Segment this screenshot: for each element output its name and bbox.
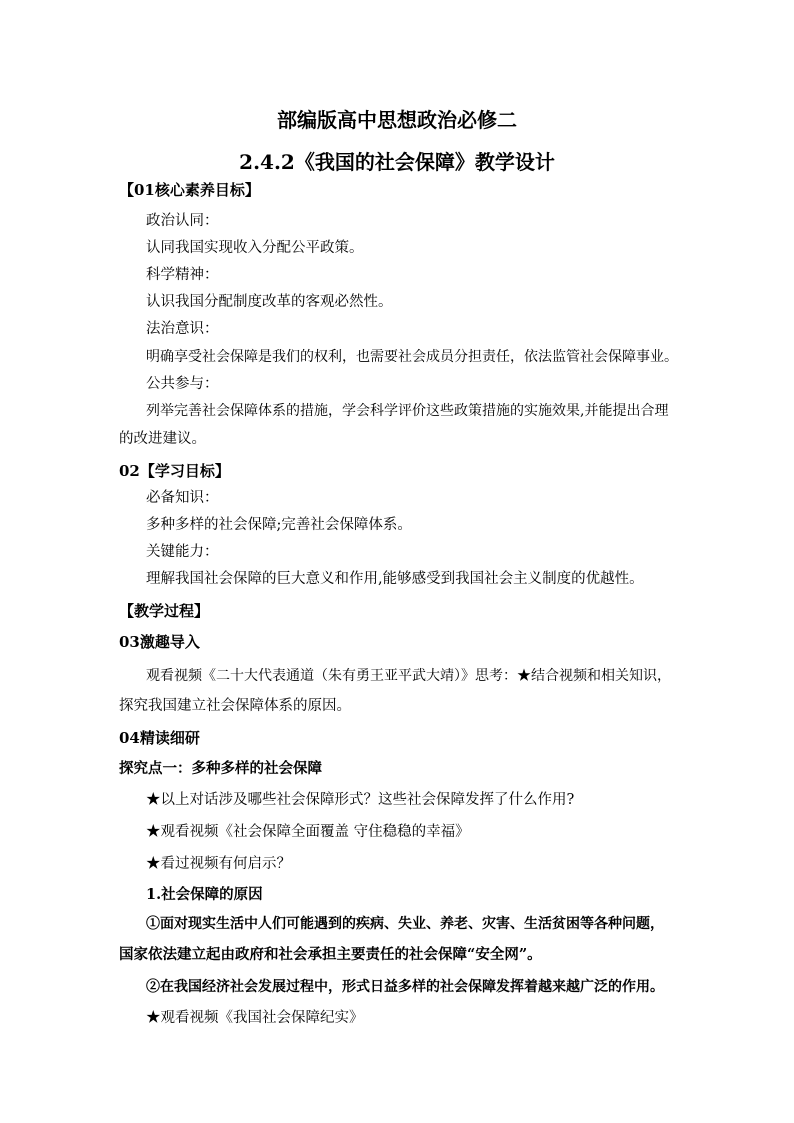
text-line: 认识我国分配制度改革的客观必然性。: [146, 294, 393, 310]
text-line: 观看视频《二十大代表通道（朱有勇王亚平武大靖）》思考：★结合视频和相关知识，: [146, 668, 671, 684]
text-line: 公共参与：: [146, 376, 219, 392]
text-line: 法治意识：: [146, 321, 219, 337]
text-line: 关键能力：: [146, 544, 219, 560]
text-line: 认同我国实现收入分配公平政策。: [146, 240, 364, 256]
question-line: ★看过视频有何启示？: [146, 856, 291, 872]
text-line: ①面对现实生活中人们可能遇到的疾病、失业、养老、灾害、生活贫困等各种问题，: [146, 916, 664, 932]
question-line: ★观看视频《社会保障全面覆盖 守住稳稳的幸福》: [146, 824, 470, 840]
section-heading-core-literacy: 【01核心素养目标】: [119, 181, 260, 199]
document-title: 部编版高中思想政治必修二: [277, 108, 517, 132]
text-line: 科学精神：: [146, 267, 219, 283]
text-line: 明确享受社会保障是我们的权利，也需要社会成员分担责任，依法监管社会保障事业。: [146, 349, 678, 365]
section-heading-close-reading: 04精读细研: [119, 729, 200, 747]
explore-point-title: 探究点一：多种多样的社会保障: [119, 760, 322, 777]
text-line: 理解我国社会保障的巨大意义和作用,能够感受到我国社会主义制度的优越性。: [146, 571, 644, 587]
text-line: 列举完善社会保障体系的措施，学会科学评价这些政策措施的实施效果,并能提出合理: [146, 403, 669, 419]
text-line: ②在我国经济社会发展过程中，形式日益多样的社会保障发挥着越来越广泛的作用。: [146, 979, 664, 995]
section-heading-learning-goals: 02【学习目标】: [119, 462, 230, 480]
text-line: 政治认同：: [146, 213, 219, 229]
question-line: ★观看视频《我国社会保障纪实》: [146, 1010, 364, 1026]
question-line: ★以上对话涉及哪些社会保障形式？这些社会保障发挥了什么作用?: [146, 792, 575, 808]
point-heading: 1.社会保障的原因: [146, 886, 263, 903]
section-heading-intro: 03激趣导入: [119, 633, 200, 651]
text-line: 必备知识：: [146, 490, 219, 506]
text-line: 的改进建议。: [119, 431, 206, 447]
document-subtitle: 2.4.2《我国的社会保障》教学设计: [239, 150, 555, 174]
text-line: 国家依法建立起由政府和社会承担主要责任的社会保障“安全网”。: [119, 946, 542, 963]
text-line: 探究我国建立社会保障体系的原因。: [119, 698, 351, 714]
section-heading-teaching-process: 【教学过程】: [119, 602, 210, 620]
text-line: 多种多样的社会保障;完善社会保障体系。: [146, 517, 412, 533]
